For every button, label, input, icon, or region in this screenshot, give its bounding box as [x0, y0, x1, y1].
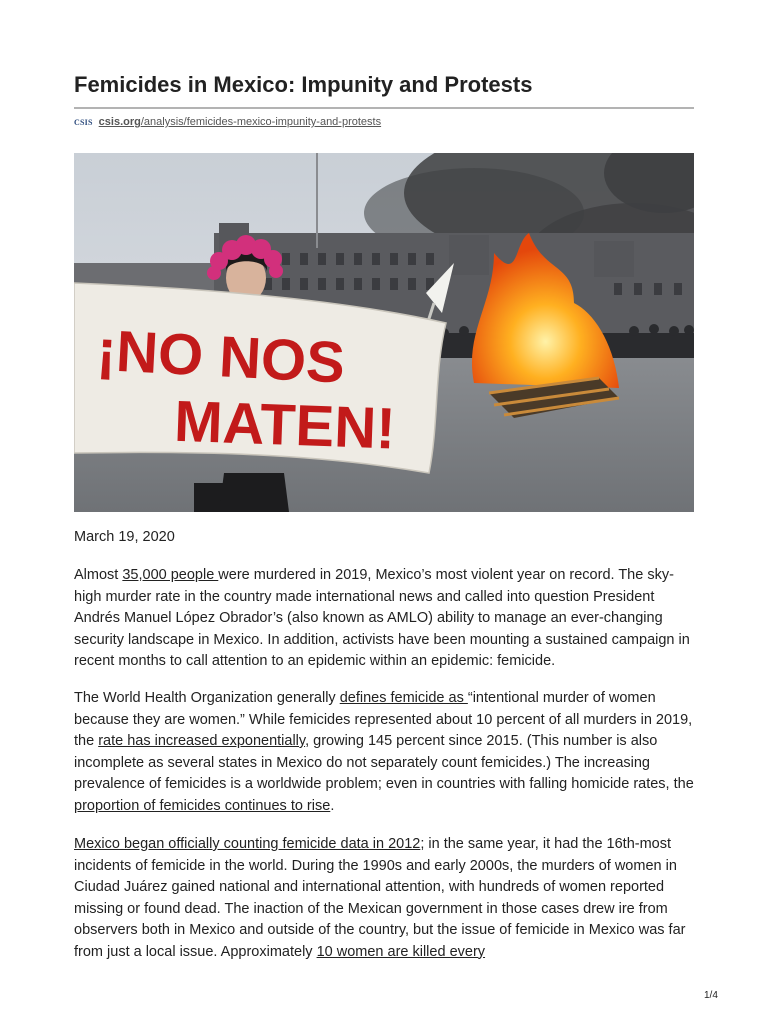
text-run: were murdered in 2019, Mexico’s most violent year on record. The sky-high murder rate in the country made international news and called into question President Andrés Manuel López Obrador’s (also known as AMLO) ability to manage an ever-changing security landscape in Mexico. In addition, activists have been mounting a sustained campaign in recent months to call attention to an epidemic within an epidemic: femicide.: [74, 567, 690, 669]
protest-banner: [74, 283, 446, 473]
inline-link[interactable]: Mexico began officially counting femicide data in 2012: [74, 836, 421, 852]
text-run: ; in the same year, it had the 16th-most incidents of femicide in the world. During the 1990s and early 2000s, the murders of women in Ciudad Juárez gained national and international attention, with hundreds of women reported missing or found dead. The inaction of the Mexican government in those cases drew ire from observers both in Mexico and outside of the country, but the issue of femicide in Mexico was far from just a local issue. Approximately: [74, 836, 686, 960]
source-domain: csis.org: [98, 116, 141, 128]
hero-photo: [74, 153, 694, 512]
inline-link[interactable]: defines femicide as: [339, 690, 468, 706]
paragraph-3: [74, 834, 696, 963]
inline-link[interactable]: rate has increased exponentially: [98, 733, 306, 749]
csis-logo: CSIS: [74, 118, 93, 127]
protest-photo: [74, 153, 694, 512]
source-line: [74, 115, 381, 130]
inline-link[interactable]: 35,000 people: [122, 567, 219, 583]
banner-line-2: MATEN!: [173, 388, 397, 462]
paragraph-2: [74, 688, 696, 817]
article-date: March 19, 2020: [74, 529, 175, 545]
banner-line-1: ¡NO NOS: [95, 317, 347, 396]
source-link[interactable]: [99, 116, 381, 128]
page-number: 1/4: [704, 990, 718, 1001]
text-run: .: [330, 797, 335, 814]
title-divider: [74, 107, 694, 109]
source-path: /analysis/femicides-mexico-impunity-and-protests: [140, 116, 382, 128]
text-run: Almost: [74, 567, 123, 583]
inline-link[interactable]: proportion of femicides continues to rise: [74, 797, 331, 814]
text-run: The World Health Organization generally: [74, 690, 340, 706]
inline-link[interactable]: 10 women are killed every: [316, 943, 486, 960]
page-title: Femicides in Mexico: Impunity and Protests: [74, 72, 533, 97]
paragraph-1: [74, 565, 696, 673]
text-run: “intentional murder of women because they are women.” While femicides represented about 10 percent of all murders in 2019, the: [74, 690, 693, 749]
text-run: , growing 145 percent since 2015. (This number is also incomplete as several states in Mexico do not separately count femicides.) The increasing prevalence of femicides is a worldwide problem; even in countries with falling homicide rates, the: [74, 733, 694, 792]
